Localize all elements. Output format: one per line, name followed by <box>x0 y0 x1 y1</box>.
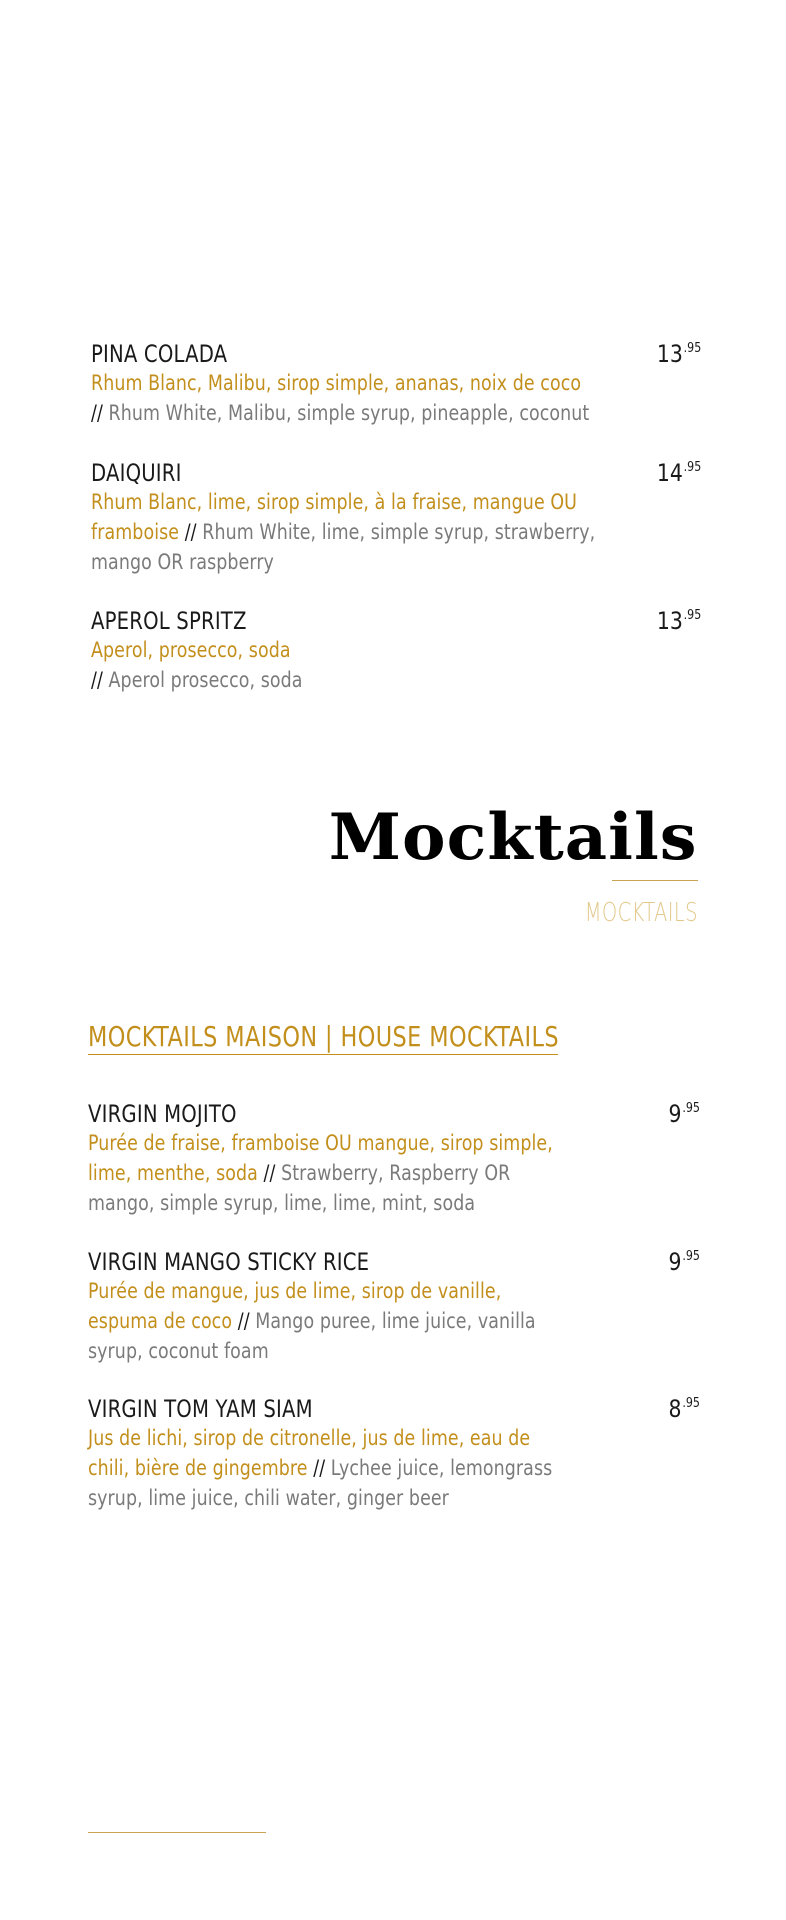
menu-item-aperol-spritz <box>91 607 701 695</box>
item-description: Rhum Blanc, lime, sirop simple, à la fraise, mangue OU framboise // Rhum White, lime, simple syrup, strawberry, mango OR raspberry <box>91 490 596 574</box>
item-name: PINA COLADA <box>91 340 228 368</box>
section-title: Mocktails <box>329 800 698 875</box>
item-price: $13^{.95}$ <box>656 340 701 368</box>
item-description: Jus de lichi, sirop de citronelle, jus de lime, eau de chili, bière de gingembre // Lychee juice, lemongrass syrup, lime juice, chili water, ginger beer <box>88 1426 553 1510</box>
item-price: $9^{.95}$ <box>668 1100 700 1128</box>
item-description: Purée de mangue, jus de lime, sirop de vanille, espuma de coco // Mango puree, lime juice, vanilla syrup, coconut foam <box>88 1279 536 1363</box>
item-description: Rhum Blanc, Malibu, sirop simple, ananas, noix de coco // Rhum White, Malibu, simple syrup, pineapple, coconut <box>91 371 590 425</box>
item-price: $13^{.95}$ <box>656 607 701 635</box>
item-price: $8^{.95}$ <box>668 1395 700 1423</box>
footer-divider <box>88 1832 266 1833</box>
menu-item-virgin-tom-yam-siam <box>88 1395 700 1513</box>
item-price: $9^{.95}$ <box>668 1248 700 1276</box>
menu-item-virgin-mojito <box>88 1100 700 1218</box>
menu-item-pina-colada <box>91 340 701 428</box>
item-name: VIRGIN MOJITO <box>88 1100 237 1128</box>
subsection-heading-underline <box>88 1054 558 1055</box>
subsection-heading: MOCKTAILS MAISON | HOUSE MOCKTAILS <box>88 1020 559 1053</box>
item-description: Aperol, prosecco, soda // Aperol prosecco, soda <box>91 638 303 692</box>
item-name: DAIQUIRI <box>91 459 182 487</box>
menu-item-virgin-mango-sticky-rice <box>88 1248 700 1366</box>
item-description: Purée de fraise, framboise OU mangue, sirop simple, lime, menthe, soda // Strawberry, Raspberry OR mango, simple syrup, lime, lime, mint, soda <box>88 1131 553 1215</box>
item-name: APEROL SPRITZ <box>91 607 247 635</box>
item-price: $14^{.95}$ <box>656 459 701 487</box>
item-name: VIRGIN MANGO STICKY RICE <box>88 1248 370 1276</box>
item-name: VIRGIN TOM YAM SIAM <box>88 1395 313 1423</box>
menu-item-daiquiri <box>91 459 701 577</box>
section-title-divider <box>612 880 698 881</box>
section-subtitle: MOCKTAILS <box>584 898 698 928</box>
